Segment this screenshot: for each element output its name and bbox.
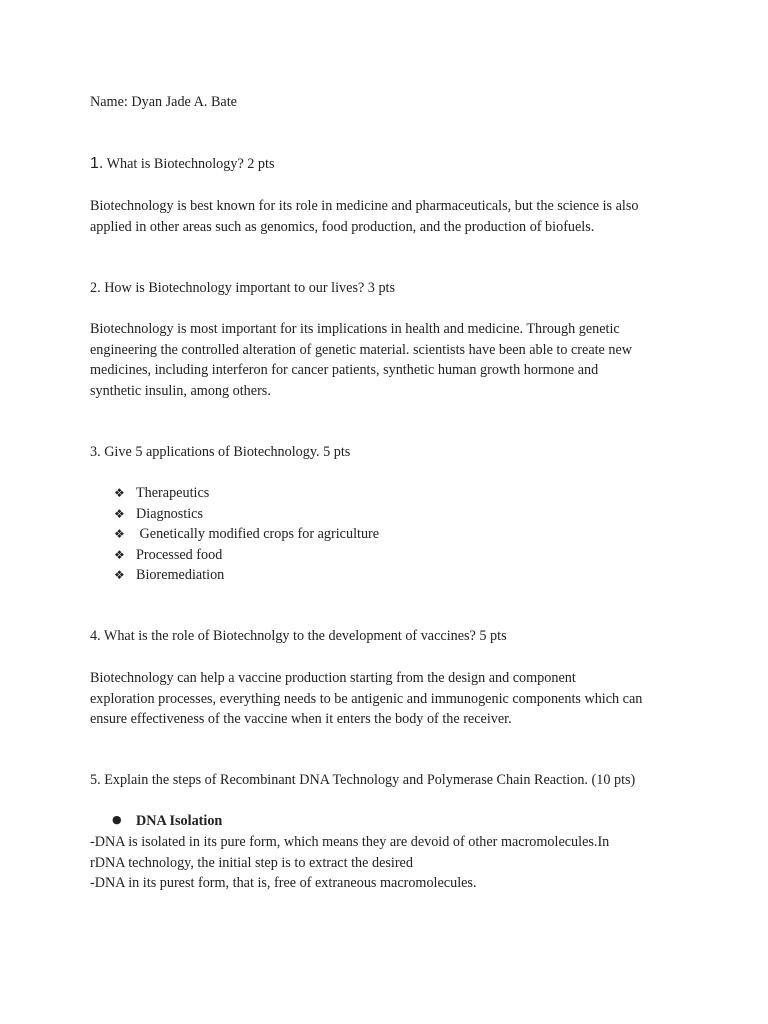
diamond-bullet-icon: ❖: [114, 486, 125, 500]
diamond-bullet-icon: ❖: [114, 506, 125, 521]
list-item: ❖ Diagnostics: [90, 504, 690, 525]
question-1: [90, 154, 690, 175]
applications-list: [90, 483, 690, 586]
answer-5: [90, 832, 690, 894]
diamond-bullet-icon: ❖: [114, 527, 125, 541]
answer-2-line: medicines, including interferon for cancer patients, synthetic human growth hormone and: [90, 362, 599, 378]
answer-2-line: synthetic insulin, among others.: [90, 382, 271, 399]
list-item: ❖ Bioremediation: [90, 565, 690, 586]
answer-4-line: Biotechnology can help a vaccine production starting from the design and component: [90, 670, 576, 686]
answer-4: [90, 668, 690, 730]
question-2: 2. How is Biotechnology important to our lives? 3 pts: [90, 280, 396, 296]
answer-1-line: applied in other areas such as genomics, food production, and the production of biofuels.: [90, 218, 595, 235]
list-item: ❖ Therapeutics: [90, 483, 690, 504]
question-4: 4. What is the role of Biotechnolgy to the development of vaccines? 5 pts: [90, 628, 507, 644]
answer-2-line: engineering the controlled alteration of genetic material. scientists have been able to create new: [90, 341, 633, 358]
answer-5-line: -DNA in its purest form, that is, free of extraneous macromolecules.: [90, 875, 477, 891]
answer-5-line: rDNA technology, the initial step is to extract the desired: [90, 854, 413, 871]
question-5: 5. Explain the steps of Recombinant DNA Technology and Polymerase Chain Reaction. (10 pts): [90, 772, 636, 788]
answer-2-line: Biotechnology is most important for its implications in health and medicine. Through genetic: [90, 321, 620, 337]
answer-4-line: exploration processes, everything needs to be antigenic and immunogenic components which can: [90, 690, 643, 707]
answer-4-line: ensure effectiveness of the vaccine when it enters the body of the receiver.: [90, 711, 512, 727]
question-1-text: What is Biotechnology? 2 pts: [103, 156, 275, 172]
answer-1-line: Biotechnology is best known for its role in medicine and pharmaceuticals, but the science is also: [90, 198, 639, 214]
diamond-bullet-icon: ❖: [114, 568, 125, 582]
answer-1: [90, 196, 690, 237]
answer-5-line: -DNA is isolated in its pure form, which means they are devoid of other macromolecules.In: [90, 834, 610, 850]
question-3: 3. Give 5 applications of Biotechnology. 5 pts: [90, 444, 351, 460]
question-1-number: 1.: [90, 155, 104, 172]
list-item: ❖ Processed food: [90, 545, 690, 566]
list-item: ❖ Genetically modified crops for agriculture: [90, 524, 690, 545]
student-name: Name: Dyan Jade A. Bate: [90, 94, 237, 110]
answer-2: [90, 319, 690, 401]
round-bullet-icon: ●: [112, 813, 122, 826]
diamond-bullet-icon: ❖: [114, 547, 125, 562]
subheading-text: DNA Isolation: [136, 813, 223, 829]
